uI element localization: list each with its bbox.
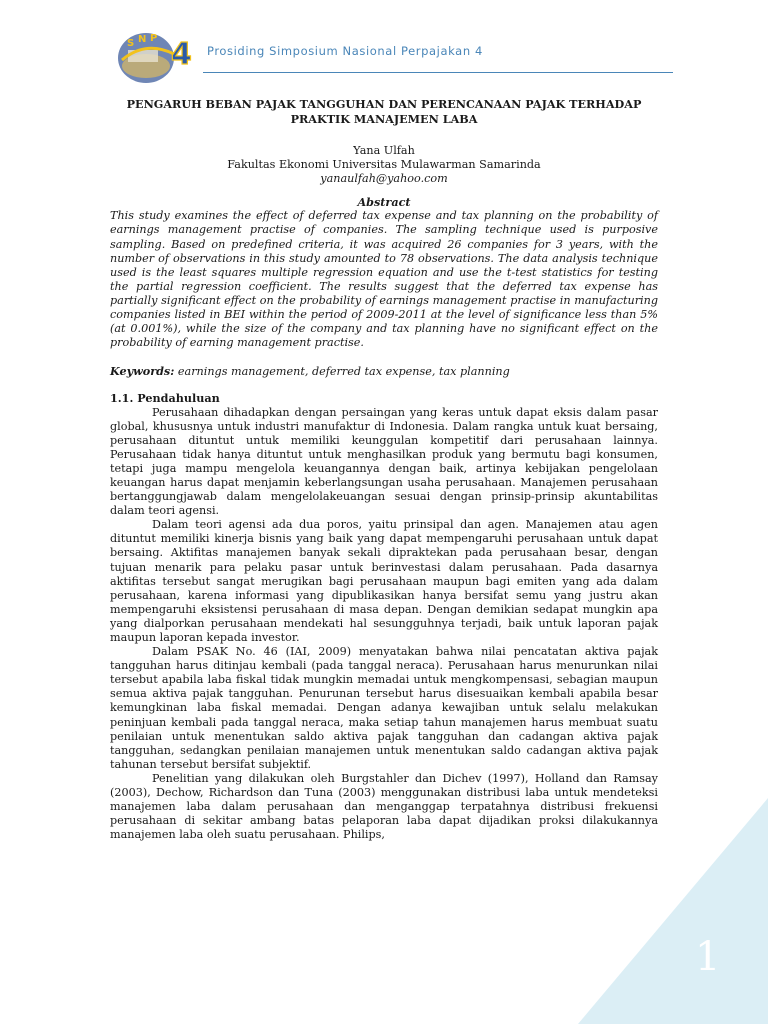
keywords-text: earnings management, deferred tax expense, tax planning	[177, 365, 510, 379]
keywords-line	[110, 364, 658, 379]
body-paragraph: Penelitian yang dilakukan oleh Burgstahler dan Dichev (1997), Holland dan Ramsay (2003), Dechow, Richardson dan Tuna (2003) menggunakan distribusi laba untuk mendeteksi manajemen laba dalam perusahaan dan menganggap terpatahnya distribusi frekuensi perusahaan di sekitar ambang batas pelaporan laba dapat dijadikan proksi dilakukannya manajemen laba oleh suatu perusahaan. Philips,	[110, 771, 658, 842]
paper-title: PENGARUH BEBAN PAJAK TANGGUHAN DAN PERENCANAAN PAJAK TERHADAP PRAKTIK MANAJEMEN LABA	[126, 97, 642, 126]
author-affiliation: Fakultas Ekonomi Universitas Mulawarman Samarinda	[227, 158, 541, 172]
section-heading: 1.1. Pendahuluan	[110, 391, 220, 406]
author-name: Yana Ulfah	[353, 144, 415, 157]
conference-logo	[116, 30, 198, 84]
logo-letter-n: N	[138, 34, 147, 45]
abstract-body: This study examines the effect of deferred tax expense and tax planning on the probability of earnings management practise of companies. The sampling technique used is purposive sampling. Based on predefined criteria, it was acquired 26 companies for 3 years, with the number of observations in this study amounted to 78 observations. The data analysis technique used is the least squares multiple regression equation and use the t-test statistics for testing the partial regression coefficient. The results suggest that the deferred tax expense has partially significant effect on the probability of earnings management practise in manufacturing companies listed in BEI within the period of 2009-2011 at the level of significance less than 5% (at 0.001%), while the size of the company and tax planning have no significant effect on the probability of earning management practise.	[110, 209, 658, 350]
body-paragraph: Dalam PSAK No. 46 (IAI, 2009) menyatakan bahwa nilai pencatatan aktiva pajak tangguhan harus ditinjau kembali (pada tanggal neraca). Perusahaan harus menurunkan nilai tersebut apabila laba fiskal tidak mungkin memadai untuk mengkompensasi, sebagian maupun semua aktiva pajak tangguhan. Penurunan tersebut harus disesuaikan kembali apabila besar kemungkinan laba fiskal memadai. Dengan adanya kewajiban untuk selalu melakukan peninjuan kembali pada tanggal neraca, maka setiap tahun manajemen harus membuat suatu penilaian untuk menentukan saldo aktiva pajak tangguhan dan cadangan aktiva pajak tangguhan, sedangkan penilaian manajemen untuk menentukan saldo cadangan aktiva pajak tahunan tersebut bersifat subjektif.	[110, 645, 658, 771]
logo-letter-s: S	[127, 38, 135, 49]
page-content	[110, 97, 658, 842]
page-number: 1	[695, 934, 721, 980]
abstract-heading: Abstract	[357, 195, 411, 210]
body-paragraph: Dalam teori agensi ada dua poros, yaitu prinsipal dan agen. Manajemen atau agen dituntut memiliki kinerja bisnis yang baik yang dapat mempengaruhi perusahaan untuk dapat bersaing. Aktifitas manajemen banyak sekali dipraktekan pada perusahaan besar, dengan tujuan menarik para pelaku pasar untuk berinvestasi dalam perusahaan. Pada dasarnya aktifitas tersebut sangat merugikan bagi perusahaan maupun bagi emiten yang ada dalam perusahaan, karena informasi yang dipublikasikan hanya bersifat semu yang justru akan mempengaruhi eksistensi perusahaan di masa depan. Dengan demikian sedapat mungkin apa yang dialporkan perusahaan mendekati hal sesungguhnya terjadi, baik untuk laporan pajak maupun laporan kepada investor.	[110, 518, 658, 644]
corner-triangle-decoration	[578, 798, 768, 1024]
journal-title: Prosiding Simposium Nasional Perpajakan 4	[207, 44, 483, 58]
author-email: yanaulfah@yahoo.com	[320, 172, 448, 186]
header-rule	[203, 72, 673, 73]
logo-letter-p: P	[150, 33, 158, 44]
keywords-label: Keywords:	[110, 364, 175, 379]
body-paragraph: Perusahaan dihadapkan dengan persaingan yang keras untuk dapat eksis dalam pasar global, khususnya untuk industri manufaktur di Indonesia. Dalam rangka untuk kuat bersaing, perusahaan dituntut untuk memiliki keunggulan kompetitif dari perusahaan lainnya. Perusahaan tidak hanya dituntut untuk menghasilkan produk yang bermutu bagi konsumen, tetapi juga mampu mengelola keuangannya dengan baik, artinya kebijakan pengelolaan keuangan harus dapat menjamin keberlangsungan usaha perusahaan. Manajemen perusahaan bertanggungjawab dalam mengelolakeuangan sesuai dengan prinsip-prinsip akuntabilitas dalam teori agensi.	[110, 405, 658, 518]
logo-number: 4	[171, 37, 192, 72]
